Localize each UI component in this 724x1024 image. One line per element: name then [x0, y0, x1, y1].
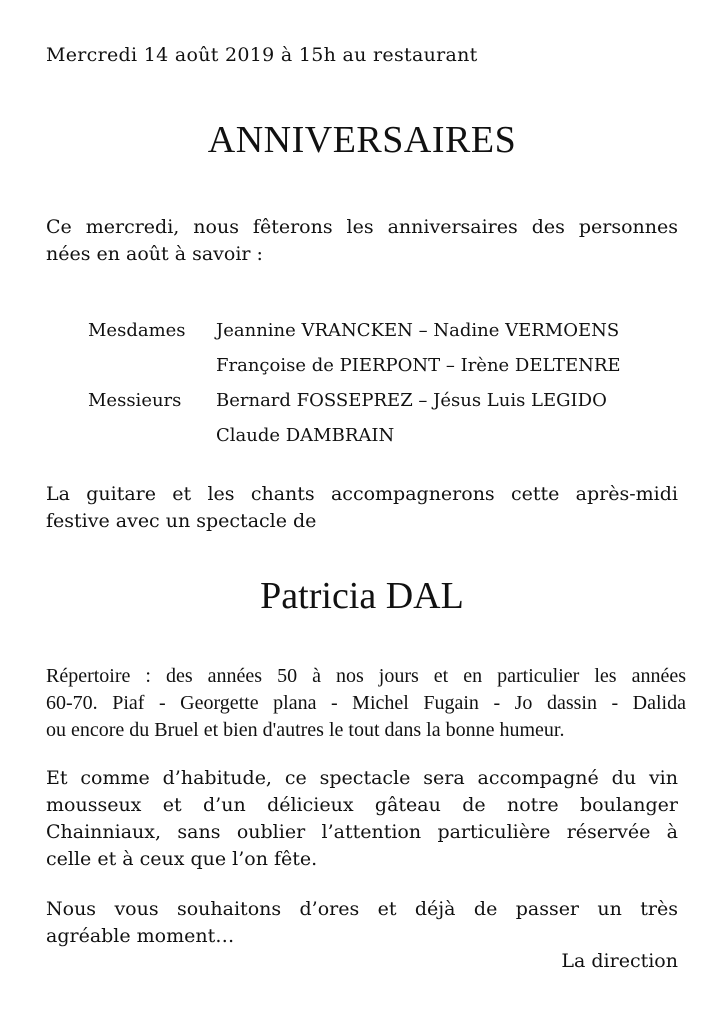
messieurs-label: Messieurs	[88, 390, 182, 411]
repertoire-line-1: Répertoire : des années 50 à nos jours et en particulier les années	[46, 665, 686, 687]
event-date-line: Mercredi 14 août 2019 à 15h au restaurant	[46, 44, 478, 66]
habit-line-2: mousseux et d’un délicieux gâteau de notre boulanger	[46, 794, 678, 816]
repertoire-line-2: 60-70. Piaf - Georgette plana - Michel Fugain - Jo dassin - Dalida	[46, 692, 686, 714]
birthday-list	[88, 313, 621, 453]
messieurs-names-2: Claude DAMBRAIN	[216, 425, 395, 446]
performer-name: Patricia DAL	[260, 575, 464, 617]
messieurs-row-2	[88, 418, 621, 453]
habit-line-1: Et comme d’habitude, ce spectacle sera accompagné du vin	[46, 767, 678, 789]
intro-line-1: Ce mercredi, nous fêterons les anniversaires des personnes	[46, 216, 678, 238]
mesdames-row-2	[88, 348, 621, 383]
messieurs-row-1	[88, 383, 621, 418]
intro-paragraph	[46, 214, 678, 268]
repertoire-line-3: ou encore du Bruel et bien d'autres le tout dans la bonne humeur.	[46, 719, 565, 741]
habit-paragraph	[46, 765, 678, 873]
habit-line-3: Chainniaux, sans oublier l’attention particulière réservée à	[46, 821, 678, 843]
mesdames-label: Mesdames	[88, 320, 186, 341]
mesdames-names-2: Françoise de PIERPONT – Irène DELTENRE	[216, 355, 621, 376]
messieurs-names-1: Bernard FOSSEPREZ – Jésus Luis LEGIDO	[216, 390, 607, 411]
show-paragraph	[46, 481, 678, 535]
page-title: ANNIVERSAIRES	[207, 119, 517, 161]
closing-line-2: agréable moment…	[46, 925, 235, 947]
signature: La direction	[561, 950, 678, 972]
intro-line-2: nées en août à savoir :	[46, 243, 263, 265]
repertoire-paragraph	[46, 663, 686, 744]
closing-line-1: Nous vous souhaitons d’ores et déjà de passer un très	[46, 898, 678, 920]
show-line-1: La guitare et les chants accompagnerons cette après-midi	[46, 483, 678, 505]
habit-line-4: celle et à ceux que l’on fête.	[46, 848, 318, 870]
mesdames-names-1: Jeannine VRANCKEN – Nadine VERMOENS	[216, 320, 620, 341]
mesdames-row-1	[88, 313, 621, 348]
show-line-2: festive avec un spectacle de	[46, 510, 317, 532]
closing-paragraph	[46, 896, 678, 950]
